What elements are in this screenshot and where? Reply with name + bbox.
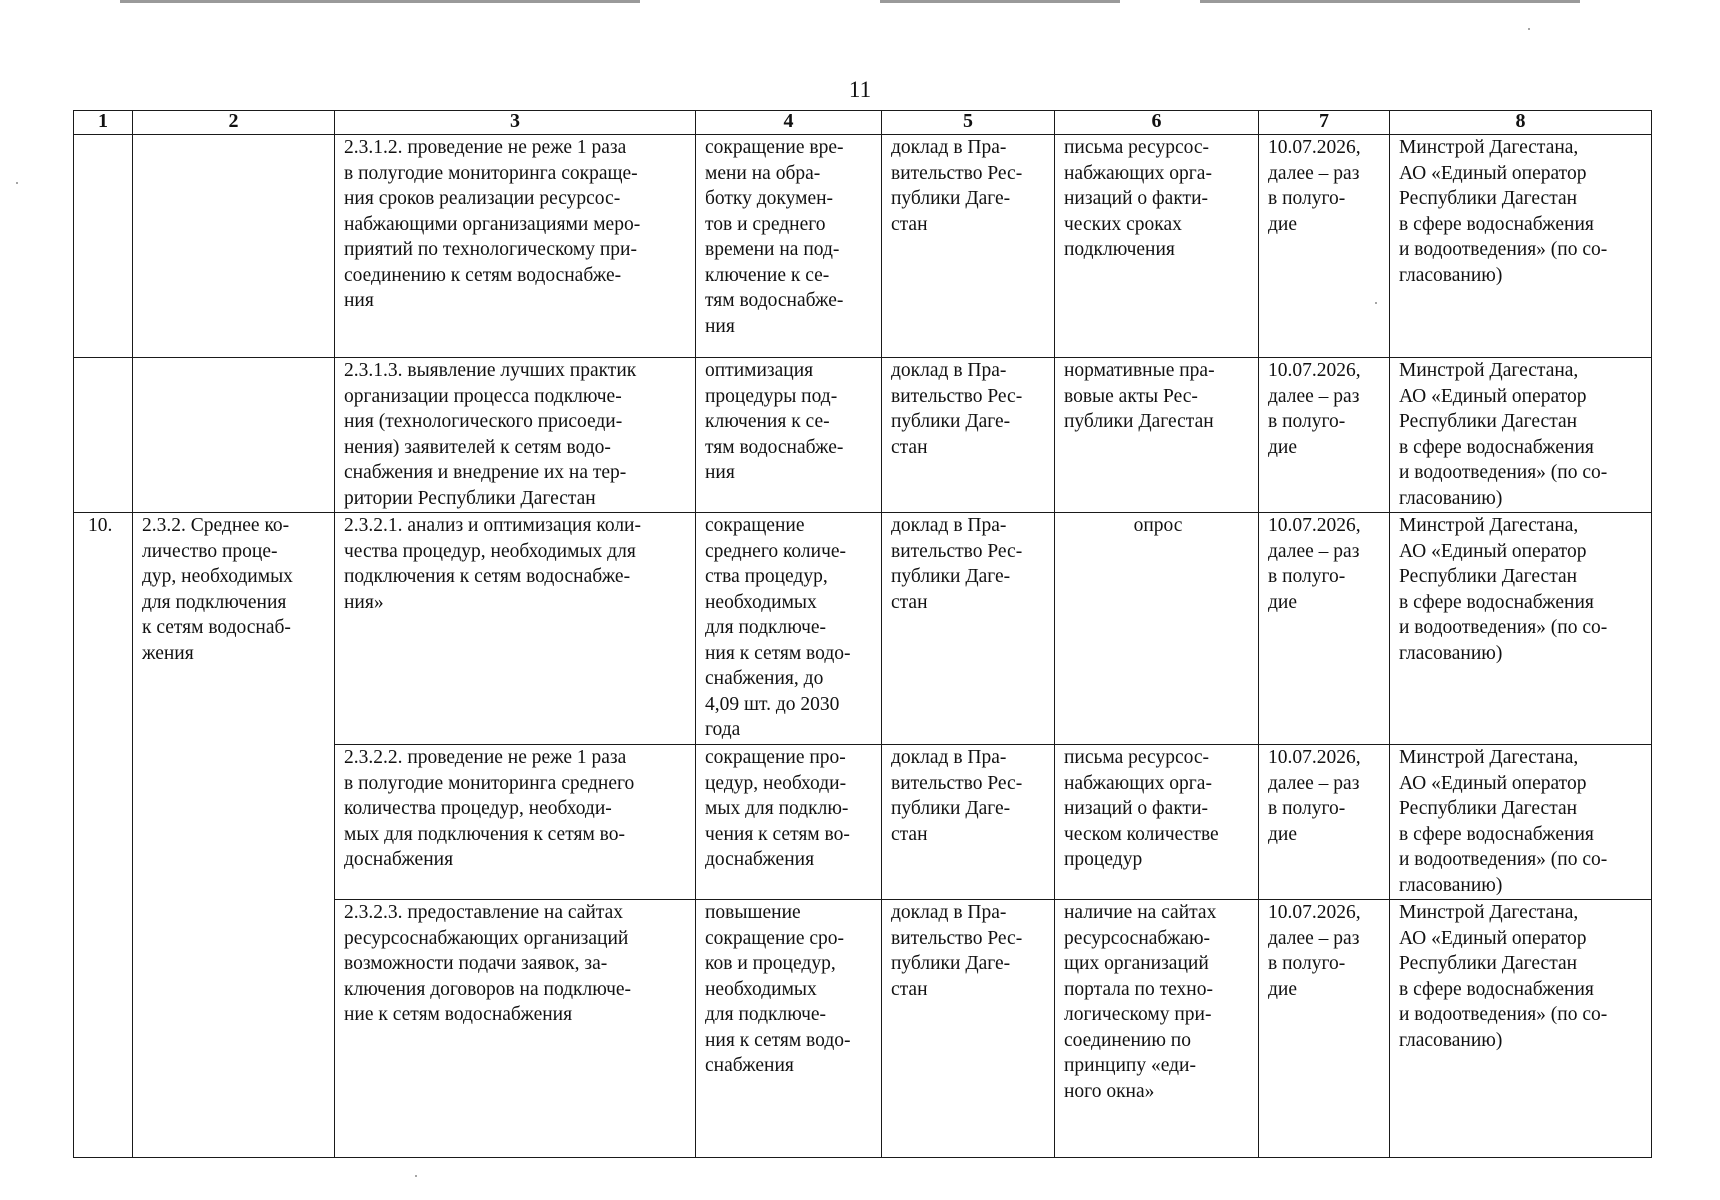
cell-line: нормативные пра- <box>1064 360 1215 381</box>
cell-line: подключения <box>1064 239 1175 260</box>
cell-line: ния сроков реализации ресурсос- <box>344 188 621 209</box>
cell-line: вительство Рес- <box>891 540 1023 562</box>
cell-line: снабжения, до <box>705 668 824 689</box>
cell-line: необходимых <box>705 591 817 613</box>
cell-line: тям водоснабже- <box>705 436 844 458</box>
cell-line: ключения к се- <box>705 411 830 432</box>
cell-line: Минстрой Дагестана, <box>1399 515 1579 536</box>
cell-line: АО «Единый оператор <box>1399 385 1587 407</box>
cell-line: набжающих орга- <box>1064 162 1212 184</box>
cell-line: АО «Единый оператор <box>1399 162 1587 184</box>
report-form-cell <box>882 135 1055 358</box>
deadline-cell <box>1259 745 1390 900</box>
cell-line: гласованию) <box>1399 264 1503 286</box>
cell-line: 2.3.2.3. предоставление на сайтах <box>344 902 624 923</box>
scan-edge-right <box>1200 0 1580 3</box>
cell-line: далее – раз <box>1268 772 1360 794</box>
confirmation-cell <box>1055 513 1259 745</box>
report-form-cell <box>882 745 1055 900</box>
cell-line: доклад в Пра- <box>891 515 1007 536</box>
cell-line: ботку докумен- <box>705 188 834 209</box>
column-header: 1 <box>74 111 133 135</box>
cell-line: ния <box>705 315 735 337</box>
cell-line: соединению к сетям водоснабже- <box>344 264 622 286</box>
measure-cell <box>335 745 696 900</box>
result-cell <box>696 513 882 745</box>
cell-line: и водоотведения» (по со- <box>1399 462 1608 483</box>
cell-line: ключения договоров на подключе- <box>344 978 632 1000</box>
scan-speck <box>1528 28 1530 30</box>
cell-line: и водоотведения» (по со- <box>1399 617 1608 638</box>
cell-line: публики Даге- <box>891 411 1011 432</box>
cell-line: письма ресурсос- <box>1064 747 1209 768</box>
cell-line: гласованию) <box>1399 487 1503 509</box>
cell-line: наличие на сайтах <box>1064 902 1217 923</box>
row-number: 10. <box>88 515 113 536</box>
cell-line: ния <box>705 462 735 483</box>
report-form-cell <box>882 358 1055 513</box>
cell-line: к сетям водоснаб- <box>142 617 291 638</box>
cell-line: в полуго- <box>1268 953 1346 974</box>
cell-line: ния к сетям водо- <box>705 1029 851 1051</box>
cell-line: в полугодие мониторинга среднего <box>344 772 635 794</box>
cell-line: доснабжения <box>705 849 815 870</box>
row-number-cell <box>74 358 133 513</box>
deadline-cell <box>1259 358 1390 513</box>
confirmation-cell <box>1055 135 1259 358</box>
cell-line: дие <box>1268 978 1298 1000</box>
cell-line: стан <box>891 978 928 1000</box>
deadline-cell <box>1259 513 1390 745</box>
cell-line: ства процедур, <box>705 566 828 587</box>
cell-line: доклад в Пра- <box>891 747 1007 768</box>
report-form-cell <box>882 513 1055 745</box>
cell-line: в сфере водоснабжения <box>1399 213 1594 235</box>
column-header: 4 <box>696 111 882 135</box>
cell-line: 10.07.2026, <box>1268 137 1361 158</box>
cell-line: гласованию) <box>1399 874 1503 896</box>
cell-line: и водоотведения» (по со- <box>1399 849 1608 870</box>
cell-line: набжающими организациями меро- <box>344 213 641 235</box>
cell-line: Республики Дагестан <box>1399 798 1578 819</box>
column-header: 8 <box>1390 111 1652 135</box>
cell-line: ния к сетям водо- <box>705 642 851 664</box>
cell-line: портала по техно- <box>1064 978 1213 1000</box>
cell-line: мых для подключения к сетям во- <box>344 823 625 845</box>
cell-line: стан <box>891 213 928 235</box>
cell-line: процедуры под- <box>705 385 838 407</box>
cell-line: оптимизация <box>705 360 814 381</box>
cell-line: стан <box>891 823 928 845</box>
cell-line: далее – раз <box>1268 540 1360 562</box>
cell-line: ческом количестве <box>1064 823 1219 845</box>
deadline-cell <box>1259 135 1390 358</box>
cell-line: в сфере водоснабжения <box>1399 823 1594 845</box>
cell-line: соединению по <box>1064 1029 1191 1051</box>
cell-line: личество проце- <box>142 540 278 562</box>
indicator-cell <box>133 358 335 513</box>
cell-line: времени на под- <box>705 239 840 260</box>
cell-line: ния <box>344 290 374 311</box>
cell-line: в сфере водоснабжения <box>1399 978 1594 1000</box>
cell-line: вительство Рес- <box>891 927 1023 949</box>
cell-line: дие <box>1268 436 1298 458</box>
scan-speck <box>415 1175 417 1177</box>
cell-line: для подключе- <box>705 617 827 638</box>
cell-line: доснабжения <box>344 849 454 870</box>
cell-line: 2.3.2.2. проведение не реже 1 раза <box>344 747 627 768</box>
cell-line: цедур, необходи- <box>705 772 847 794</box>
cell-line: публики Даге- <box>891 953 1011 974</box>
cell-line: в полуго- <box>1268 566 1346 587</box>
scan-edge-mid <box>880 0 1120 3</box>
measure-cell <box>335 513 696 745</box>
cell-line: среднего количе- <box>705 540 847 562</box>
cell-line: далее – раз <box>1268 385 1360 407</box>
cell-line: дие <box>1268 213 1298 235</box>
cell-line: гласованию) <box>1399 1029 1503 1051</box>
measure-cell <box>335 135 696 358</box>
row-number-cell <box>74 135 133 358</box>
cell-line: доклад в Пра- <box>891 360 1007 381</box>
cell-line: 2.3.2. Среднее ко- <box>142 515 290 536</box>
cell-line: Минстрой Дагестана, <box>1399 747 1579 768</box>
responsible-cell <box>1390 513 1652 745</box>
cell-line: повышение <box>705 902 801 923</box>
cell-line: возможности подачи заявок, за- <box>344 953 608 974</box>
cell-line: публики Даге- <box>891 566 1011 587</box>
cell-line: количества процедур, необходи- <box>344 798 612 819</box>
plan-table <box>73 110 1652 1158</box>
cell-line: логическому при- <box>1064 1004 1212 1025</box>
cell-line: низаций о факти- <box>1064 798 1208 819</box>
cell-line: щих организаций <box>1064 953 1209 974</box>
cell-line: принципу «еди- <box>1064 1055 1196 1076</box>
cell-line: стан <box>891 436 928 458</box>
column-header: 7 <box>1259 111 1390 135</box>
cell-line: ческих сроках <box>1064 213 1182 235</box>
cell-line: ного окна» <box>1064 1080 1155 1102</box>
page-number: 11 <box>848 77 872 102</box>
cell-line: ние к сетям водоснабжения <box>344 1004 573 1025</box>
cell-line: организации процесса подключе- <box>344 385 622 407</box>
cell-line: необходимых <box>705 978 817 1000</box>
cell-line: далее – раз <box>1268 927 1360 949</box>
cell-line: ритории Республики Дагестан <box>344 487 596 509</box>
cell-line: ключение к се- <box>705 264 830 286</box>
deadline-cell <box>1259 900 1390 1158</box>
cell-line: 2.3.1.3. выявление лучших практик <box>344 360 637 381</box>
cell-line: ния (технологического присоеди- <box>344 411 623 432</box>
cell-line: и водоотведения» (по со- <box>1399 239 1608 260</box>
scan-edge-left <box>120 0 640 3</box>
confirmation-cell <box>1055 358 1259 513</box>
cell-line: ресурсоснабжающих организаций <box>344 927 629 949</box>
result-cell <box>696 135 882 358</box>
responsible-cell <box>1390 358 1652 513</box>
cell-line: чества процедур, необходимых для <box>344 540 636 562</box>
cell-line: для подключения <box>142 591 287 613</box>
cell-line: письма ресурсос- <box>1064 137 1209 158</box>
cell-line: 10.07.2026, <box>1268 747 1361 768</box>
indicator-cell <box>133 513 335 1158</box>
cell-line: в сфере водоснабжения <box>1399 436 1594 458</box>
cell-line: публики Даге- <box>891 188 1011 209</box>
cell-line: жения <box>142 642 194 664</box>
cell-line: и водоотведения» (по со- <box>1399 1004 1608 1025</box>
cell-line: нения) заявителей к сетям водо- <box>344 436 611 458</box>
cell-line: стан <box>891 591 928 613</box>
cell-line: Республики Дагестан <box>1399 411 1578 432</box>
cell-line: в сфере водоснабжения <box>1399 591 1594 613</box>
cell-line: тов и среднего <box>705 213 826 235</box>
responsible-cell <box>1390 900 1652 1158</box>
cell-line: Минстрой Дагестана, <box>1399 902 1579 923</box>
cell-line: дур, необходимых <box>142 566 293 587</box>
cell-line: Республики Дагестан <box>1399 566 1578 587</box>
cell-line: мых для подклю- <box>705 798 849 819</box>
cell-line: 10.07.2026, <box>1268 902 1361 923</box>
cell-line: опрос <box>1133 515 1183 536</box>
cell-line: далее – раз <box>1268 162 1360 184</box>
cell-line: Республики Дагестан <box>1399 188 1578 209</box>
cell-line: набжающих орга- <box>1064 772 1212 794</box>
cell-line: гласованию) <box>1399 642 1503 664</box>
cell-line: Минстрой Дагестана, <box>1399 360 1579 381</box>
cell-line: дие <box>1268 591 1298 613</box>
cell-line: мени на обра- <box>705 162 821 184</box>
cell-line: АО «Единый оператор <box>1399 927 1587 949</box>
report-form-cell <box>882 900 1055 1158</box>
cell-line: сокращение <box>705 515 805 536</box>
measure-cell <box>335 358 696 513</box>
table-row <box>74 513 1652 745</box>
confirmation-cell <box>1055 900 1259 1158</box>
cell-line: ков и процедур, <box>705 953 836 974</box>
cell-line: в полуго- <box>1268 411 1346 432</box>
row-number-cell <box>74 513 133 1158</box>
cell-line: Минстрой Дагестана, <box>1399 137 1579 158</box>
table-row <box>74 135 1652 358</box>
result-cell <box>696 358 882 513</box>
cell-line: подключения к сетям водоснабже- <box>344 566 631 587</box>
cell-line: сокращение сро- <box>705 927 845 949</box>
cell-line: вовые акты Рес- <box>1064 385 1198 407</box>
confirmation-cell <box>1055 745 1259 900</box>
header-row <box>74 111 1652 135</box>
cell-line: в полугодие мониторинга сокраще- <box>344 162 638 184</box>
column-header: 5 <box>882 111 1055 135</box>
cell-line: публики Дагестан <box>1064 411 1214 432</box>
cell-line: чения к сетям во- <box>705 823 850 845</box>
cell-line: доклад в Пра- <box>891 137 1007 158</box>
cell-line: снабжения и внедрение их на тер- <box>344 462 627 483</box>
cell-line: вительство Рес- <box>891 162 1023 184</box>
cell-line: 10.07.2026, <box>1268 360 1361 381</box>
cell-line: сокращение про- <box>705 747 846 768</box>
cell-line: сокращение вре- <box>705 137 844 158</box>
cell-line: года <box>705 719 741 740</box>
result-cell <box>696 900 882 1158</box>
cell-line: 10.07.2026, <box>1268 515 1361 536</box>
result-cell <box>696 745 882 900</box>
scan-speck <box>16 182 18 184</box>
cell-line: Республики Дагестан <box>1399 953 1578 974</box>
cell-line: тям водоснабже- <box>705 290 844 311</box>
column-header: 6 <box>1055 111 1259 135</box>
cell-line: 2.3.2.1. анализ и оптимизация коли- <box>344 515 641 536</box>
cell-line: низаций о факти- <box>1064 188 1208 209</box>
cell-line: ресурсоснабжаю- <box>1064 927 1211 949</box>
cell-line: процедур <box>1064 849 1143 870</box>
cell-line: вительство Рес- <box>891 772 1023 794</box>
cell-line: в полуго- <box>1268 798 1346 819</box>
cell-line: 2.3.1.2. проведение не реже 1 раза <box>344 137 627 158</box>
column-header: 2 <box>133 111 335 135</box>
measure-cell <box>335 900 696 1158</box>
responsible-cell <box>1390 745 1652 900</box>
cell-line: 4,09 шт. до 2030 <box>705 693 840 715</box>
cell-line: АО «Единый оператор <box>1399 540 1587 562</box>
cell-line: для подключе- <box>705 1004 827 1025</box>
cell-line: АО «Единый оператор <box>1399 772 1587 794</box>
indicator-cell <box>133 135 335 358</box>
cell-line: в полуго- <box>1268 188 1346 209</box>
column-header: 3 <box>335 111 696 135</box>
cell-line: доклад в Пра- <box>891 902 1007 923</box>
cell-line: вительство Рес- <box>891 385 1023 407</box>
cell-line: дие <box>1268 823 1298 845</box>
cell-line: снабжения <box>705 1055 794 1076</box>
cell-line: публики Даге- <box>891 798 1011 819</box>
cell-line: приятий по технологическому при- <box>344 239 637 260</box>
responsible-cell <box>1390 135 1652 358</box>
table-row <box>74 358 1652 513</box>
cell-line: ния» <box>344 591 384 613</box>
